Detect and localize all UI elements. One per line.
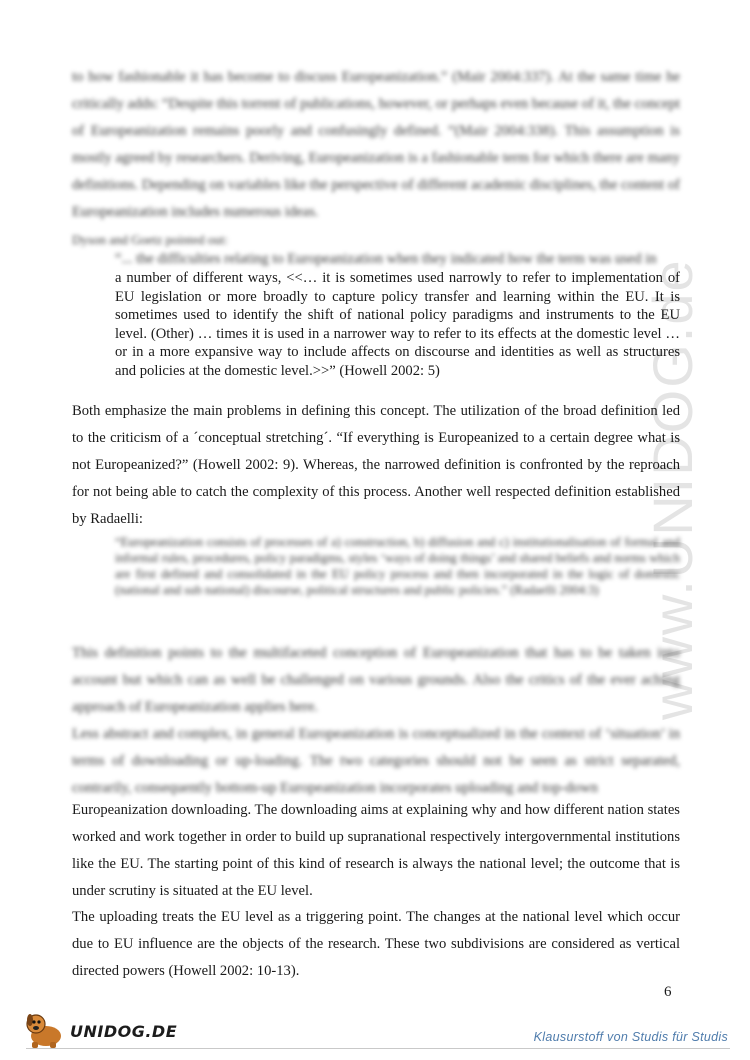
watermark: www.UNIDOG.de — [641, 258, 704, 720]
unidog-logo[interactable] — [22, 1010, 178, 1050]
paragraph-downloading: Europeanization downloading. The downloading aims at explaining why and how different nation states worked and work together in order to build up supranational respectively intergovernmental institutions like the EU. The starting point of this kind of research is always the national level; the outcome that is under scrutiny is situated at the EU level. — [72, 802, 680, 899]
blurred-dyson-line: Dyson and Goetz pointed out: — [72, 232, 228, 247]
dog-icon — [22, 1010, 68, 1050]
blurred-quote-first-line: “... the difficulties relating to Europeanization when they indicated how the term was used in — [115, 251, 657, 267]
page-number: 6 — [664, 984, 672, 1000]
paragraph-uploading: The uploading treats the EU level as a triggering point. The changes at the national level which occur due to EU influence are the objects of the research. These two subdivisions are considered as vertical directed powers (Howell 2002: 10-13). — [72, 909, 680, 979]
footer-tagline: Klausurstoff von Studis für Studis — [533, 1030, 728, 1044]
logo-text: UNIDOG.DE — [70, 1022, 178, 1041]
blurred-paragraph-downloading: Less abstract and complex, in general Europeanization is conceptualized in the context of ‘situation’ in terms of downloading or up-loading. The two categories should not be seen as strict separated, contrarily, consequently bottom-up Europeanization incorporates uploading and top-down — [72, 726, 680, 796]
blurred-paragraph-multifaceted: This definition points to the multifaceted conception of Europeanization that has to be taken into account but which can as well be challenged on various grounds. Also the critics of the ever aching approach of Europeanization applies here. — [72, 645, 680, 715]
quote-howell: a number of different ways, <<… it is sometimes used narrowly to refer to implementation of EU legislation or more broadly to capture policy transfer and learning within the EU. It is sometimes used to identify the shift of national policy paradigms and instruments to the EU level. (Other) … times it is used in a narrower way to refer to its effects at the domestic level … or in a more expansive way to include affects on discourse and identities as well as structures and policies at the domestic level.>>” (Howell 2002: 5) — [115, 270, 680, 379]
paragraph-definitions: Both emphasize the main problems in defining this concept. The utilization of the broad definition led to the criticism of a ´conceptual stretching´. “If everything is Europeanized to a certain degree what is not Europeanized?” (Howell 2002: 9). Whereas, the narrowed definition is confronted by the reproach for not being able to catch the complexity of this process. Another well respected definition established by Radaelli: — [72, 403, 680, 527]
blurred-text-top: to how fashionable it has become to discuss Europeanization.” (Mair 2004:337). At the same time he critically adds: “Despite this torrent of publications, however, or perhaps even because of it, the concept of Europeanization remains poorly and confusingly defined. “(Mair 2004:338). This assumption is mostly agreed by researchers. Deriving, Europeanization is a fashionable term for which there are many definitions. Depending on variables like the perspective of different academic disciplines, the content of Europeanization includes numerous ideas. — [72, 69, 680, 220]
footer-divider — [26, 1048, 730, 1049]
blurred-radaelli-quote: “Europeanization consists of processes of a) construction, b) diffusion and c) institutionalisation of formal and informal rules, procedures, policy paradigms, styles ‘ways of doing things’ and shared beliefs and norms which are first defined and consolidated in the EU policy process and then incorporated in the logic of domestic (national and sub national) discourse, political structures and public policies.” (Radaelli 2004:3) — [115, 535, 680, 597]
